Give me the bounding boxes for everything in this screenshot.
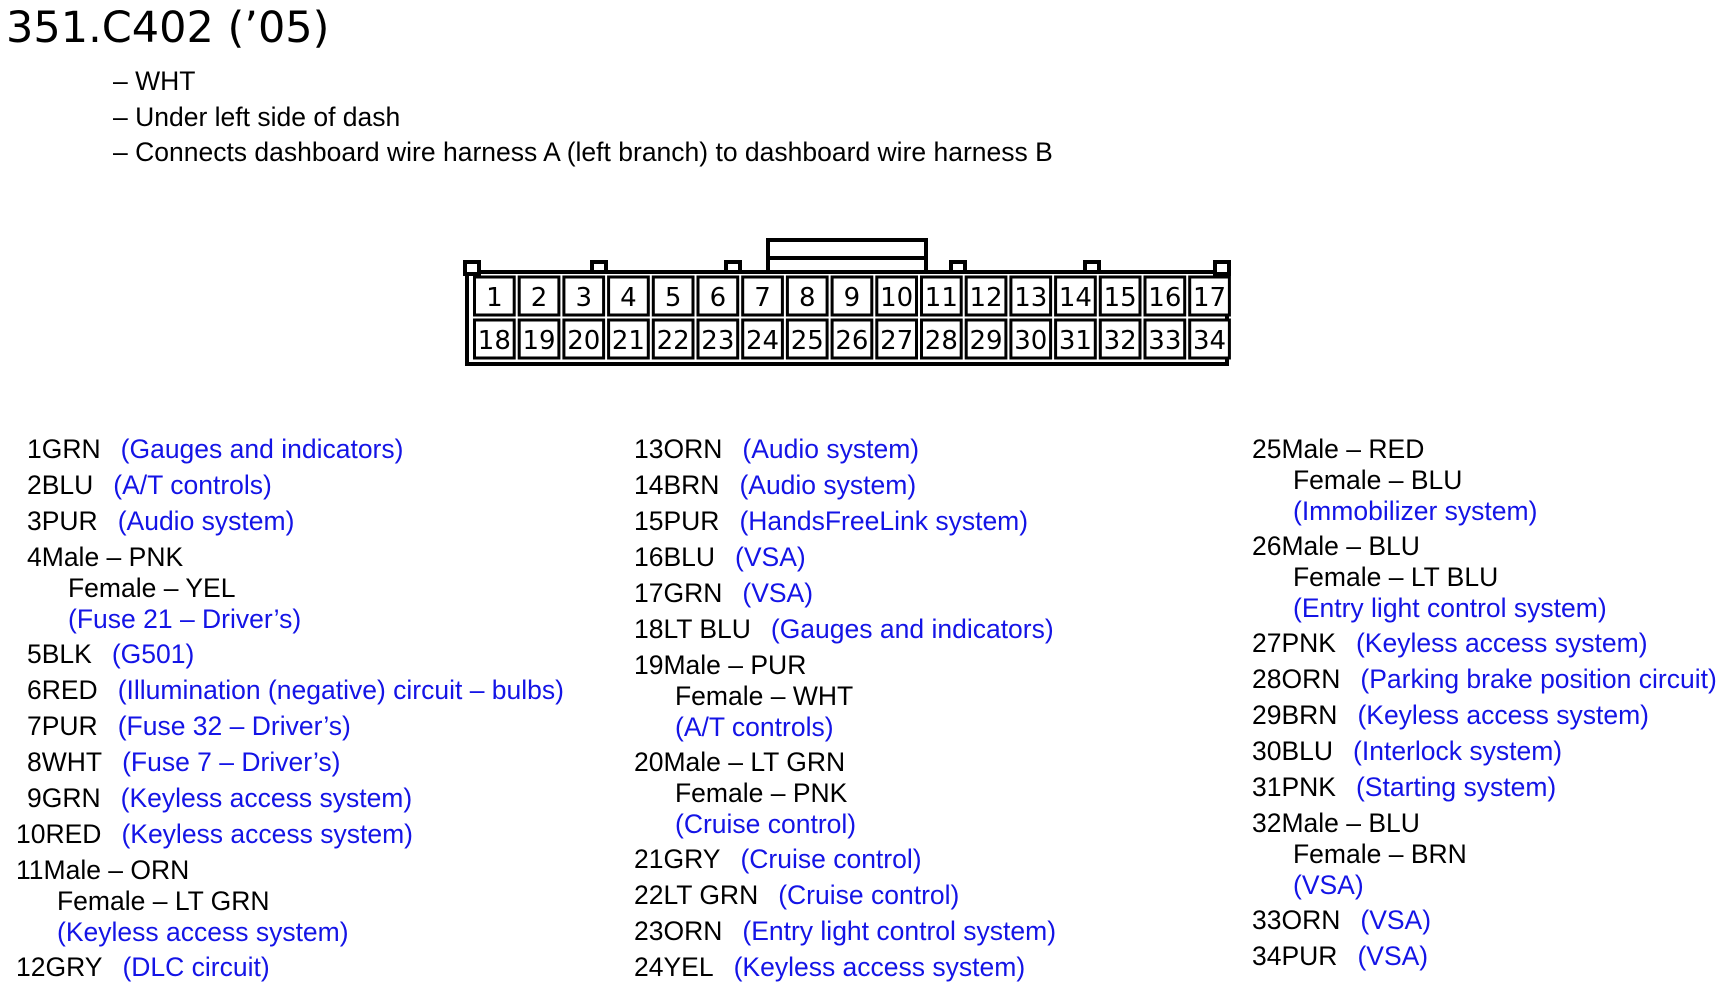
pin-wire-color: 24YEL bbox=[634, 952, 714, 982]
pin-wire-color: 14BRN bbox=[634, 470, 720, 500]
pin-number-label: 12 bbox=[969, 283, 1003, 313]
connector-title: 351.C402 (’05) bbox=[6, 3, 330, 53]
pin-female-wire: Female – PNK bbox=[675, 778, 848, 808]
pin-circuit-description: (VSA) bbox=[1357, 941, 1429, 971]
pin-male-wire: 19Male – PUR bbox=[634, 650, 807, 680]
pin-number-label: 26 bbox=[835, 326, 869, 356]
pin-wire-color: 31PNK bbox=[1252, 772, 1336, 802]
description-location: – Under left side of dash bbox=[113, 101, 401, 132]
pin-wire-color: 22LT GRN bbox=[634, 880, 759, 910]
pin-wire-color: 29BRN bbox=[1252, 700, 1338, 730]
pin-number-label: 8 bbox=[798, 283, 816, 313]
pin-number-label: 5 bbox=[664, 283, 682, 313]
pin-wire-color: 15PUR bbox=[634, 506, 720, 536]
pin-female-wire: Female – BRN bbox=[1293, 839, 1467, 869]
pin-number-label: 24 bbox=[746, 326, 780, 356]
pin-entry bbox=[16, 952, 270, 988]
pin-circuit-description: (A/T controls) bbox=[113, 470, 272, 500]
pin-wire-color: 10RED bbox=[16, 819, 102, 849]
pin-number-label: 29 bbox=[969, 326, 1003, 356]
pin-wire-color: 27PNK bbox=[1252, 628, 1336, 658]
pin-list-column-1 bbox=[16, 434, 564, 988]
pin-female-wire: Female – YEL bbox=[68, 573, 236, 603]
pin-circuit-description: (Keyless access system) bbox=[121, 819, 414, 849]
pin-number-label: 22 bbox=[656, 326, 690, 356]
pin-number-label: 16 bbox=[1148, 283, 1182, 313]
pin-number-label: 14 bbox=[1058, 283, 1092, 313]
pin-wire-color: 34PUR bbox=[1252, 941, 1338, 971]
pin-entry bbox=[16, 819, 414, 855]
pin-wire-color: 33ORN bbox=[1252, 905, 1341, 935]
pin-number-label: 17 bbox=[1193, 283, 1227, 313]
pin-number-label: 4 bbox=[620, 283, 637, 313]
pin-female-wire: Female – BLU bbox=[1293, 465, 1463, 495]
pin-circuit-description: (Keyless access system) bbox=[1357, 700, 1650, 730]
pin-wire-color: 2BLU bbox=[27, 470, 94, 500]
pin-wire-color: 3PUR bbox=[27, 506, 98, 536]
pin-number-label: 30 bbox=[1014, 326, 1048, 356]
pin-wire-color: 6RED bbox=[27, 675, 98, 705]
pin-number-label: 3 bbox=[575, 283, 593, 313]
pin-circuit-description: (Audio system) bbox=[739, 470, 917, 500]
pin-circuit-description: (Fuse 7 – Driver’s) bbox=[122, 747, 341, 777]
pin-circuit-description: (Fuse 32 – Driver’s) bbox=[117, 711, 351, 741]
pin-circuit-description: (Gauges and indicators) bbox=[120, 434, 404, 464]
pin-wire-color: 21GRY bbox=[634, 844, 721, 874]
pin-number-label: 15 bbox=[1103, 283, 1137, 313]
pin-wire-color: 17GRN bbox=[634, 578, 723, 608]
pin-circuit-description: (Audio system) bbox=[742, 434, 920, 464]
pin-number-label: 21 bbox=[611, 326, 645, 356]
pin-number-label: 19 bbox=[522, 326, 556, 356]
pin-wire-color: 23ORN bbox=[634, 916, 723, 946]
pin-circuit-description: (Immobilizer system) bbox=[1293, 496, 1538, 526]
pin-male-wire: 26Male – BLU bbox=[1252, 531, 1420, 561]
pin-number-label: 27 bbox=[880, 326, 914, 356]
pin-number-label: 25 bbox=[790, 326, 824, 356]
pin-wire-color: 8WHT bbox=[27, 747, 103, 777]
pin-female-wire: Female – LT BLU bbox=[1293, 562, 1499, 592]
pin-wire-color: 5BLK bbox=[27, 639, 92, 669]
pin-number-label: 9 bbox=[843, 283, 861, 313]
pin-circuit-description: (G501) bbox=[111, 639, 195, 669]
pin-circuit-description: (Gauges and indicators) bbox=[770, 614, 1054, 644]
pin-number-label: 11 bbox=[924, 283, 958, 313]
pin-wire-color: 16BLU bbox=[634, 542, 716, 572]
pin-circuit-description: (Audio system) bbox=[117, 506, 295, 536]
pin-circuit-description: (Entry light control system) bbox=[742, 916, 1057, 946]
pin-wire-color: 18LT BLU bbox=[634, 614, 751, 644]
pin-male-wire: 4Male – PNK bbox=[27, 542, 184, 572]
pin-circuit-description: (Interlock system) bbox=[1353, 736, 1563, 766]
pin-wire-color: 7PUR bbox=[27, 711, 98, 741]
description-color: – WHT bbox=[113, 66, 196, 96]
pin-number-label: 18 bbox=[477, 326, 511, 356]
pin-male-wire: 20Male – LT GRN bbox=[634, 747, 846, 777]
pin-circuit-description: (Fuse 21 – Driver’s) bbox=[68, 604, 302, 634]
pin-circuit-description: (HandsFreeLink system) bbox=[739, 506, 1029, 536]
pin-female-wire: Female – WHT bbox=[675, 681, 854, 711]
pin-wire-color: 13ORN bbox=[634, 434, 723, 464]
pin-number-label: 2 bbox=[530, 283, 548, 313]
pin-number-label: 23 bbox=[701, 326, 735, 356]
pin-male-wire: 32Male – BLU bbox=[1252, 808, 1420, 838]
pin-circuit-description: (DLC circuit) bbox=[122, 952, 270, 982]
pin-number-label: 1 bbox=[486, 283, 503, 313]
pin-number-label: 32 bbox=[1103, 326, 1137, 356]
pin-circuit-description: (Starting system) bbox=[1355, 772, 1557, 802]
pin-number-label: 28 bbox=[924, 326, 958, 356]
pin-number-label: 10 bbox=[880, 283, 914, 313]
pin-circuit-description: (Keyless access system) bbox=[120, 783, 413, 813]
pin-number-label: 13 bbox=[1014, 283, 1048, 313]
pin-number-label: 31 bbox=[1058, 326, 1092, 356]
pin-number-label: 33 bbox=[1148, 326, 1182, 356]
pin-circuit-description: (Cruise control) bbox=[740, 844, 922, 874]
description-connection: – Connects dashboard wire harness A (left branch) to dashboard wire harness B bbox=[113, 137, 1053, 167]
pin-circuit-description: (Entry light control system) bbox=[1293, 593, 1607, 623]
pin-male-wire: 25Male – RED bbox=[1252, 434, 1425, 464]
pin-circuit-description: (A/T controls) bbox=[675, 712, 834, 742]
pin-wire-color: 1GRN bbox=[27, 434, 101, 464]
pin-circuit-description: (VSA) bbox=[1293, 870, 1364, 900]
pin-circuit-description: (Illumination (negative) circuit – bulbs) bbox=[117, 675, 564, 705]
pin-circuit-description: (VSA) bbox=[742, 578, 814, 608]
pin-circuit-description: (VSA) bbox=[1360, 905, 1432, 935]
pin-wire-color: 28ORN bbox=[1252, 664, 1341, 694]
pin-circuit-description: (Cruise control) bbox=[778, 880, 960, 910]
pin-wire-color: 30BLU bbox=[1252, 736, 1334, 766]
pin-number-label: 20 bbox=[567, 326, 601, 356]
pin-number-label: 6 bbox=[709, 283, 727, 313]
pin-circuit-description: (VSA) bbox=[735, 542, 806, 572]
pin-number-label: 7 bbox=[754, 283, 771, 313]
pin-entry bbox=[16, 855, 349, 952]
pin-wire-color: 9GRN bbox=[27, 783, 101, 813]
pin-circuit-description: (Keyless access system) bbox=[57, 917, 349, 947]
pin-circuit-description: (Keyless access system) bbox=[1355, 628, 1648, 658]
pin-circuit-description: (Parking brake position circuit) bbox=[1360, 664, 1717, 694]
pin-female-wire: Female – LT GRN bbox=[57, 886, 270, 916]
pin-number-label: 34 bbox=[1193, 326, 1227, 356]
pin-circuit-description: (Cruise control) bbox=[675, 809, 857, 839]
pin-circuit-description: (Keyless access system) bbox=[733, 952, 1026, 982]
pin-wire-color: 12GRY bbox=[16, 952, 103, 982]
pin-male-wire: 11Male – ORN bbox=[16, 855, 190, 885]
